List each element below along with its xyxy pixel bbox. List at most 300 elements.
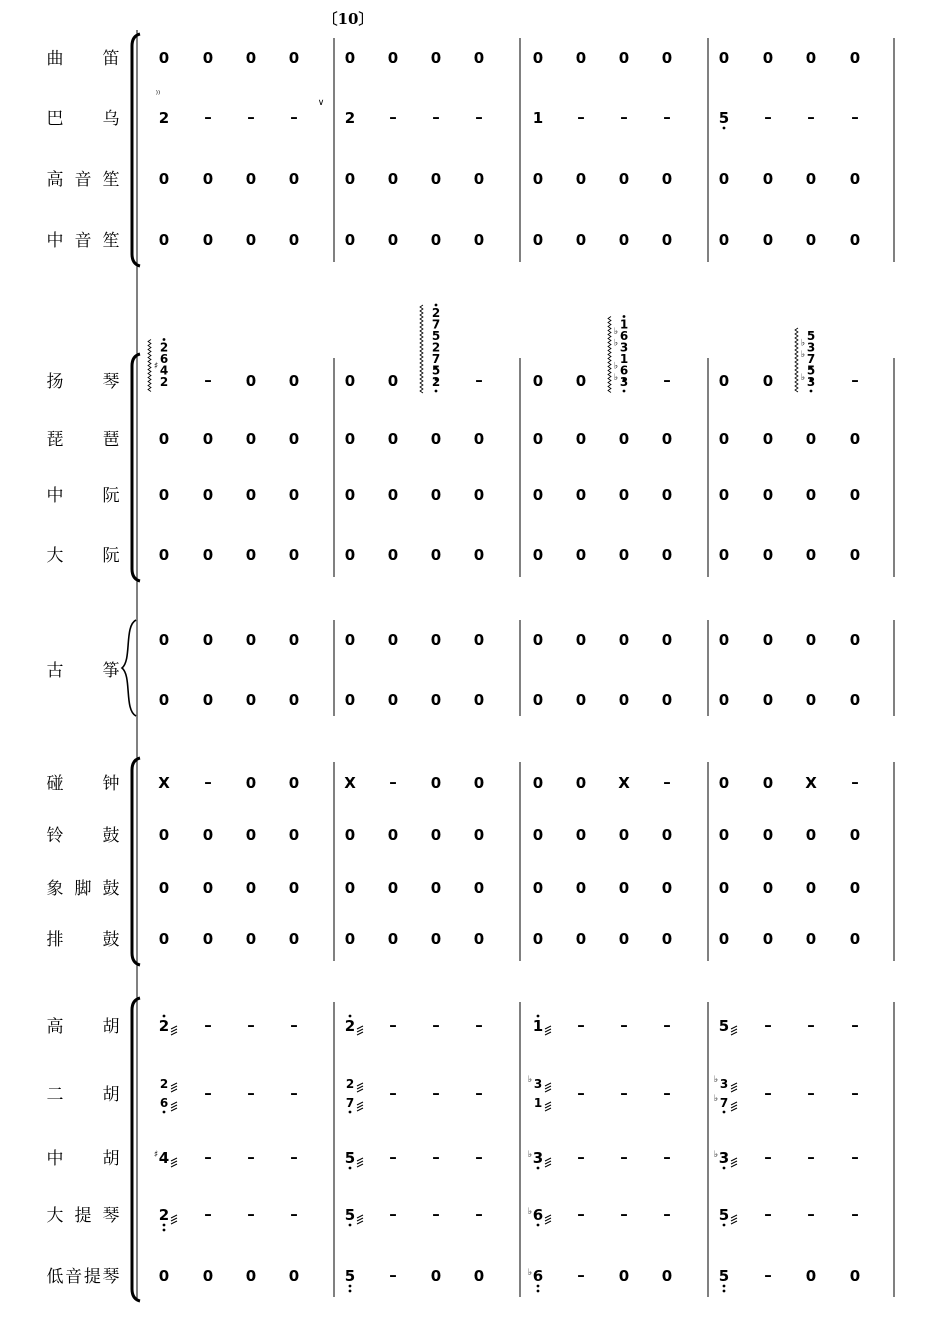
guzheng-brace: [122, 620, 136, 716]
rest-zero: 0: [202, 631, 214, 649]
instrument-label-gaoyin_sheng: 笙: [102, 170, 120, 190]
note-digit: 1: [619, 352, 629, 366]
sustain-dash: –: [577, 1266, 585, 1284]
rest-zero: 0: [805, 49, 817, 67]
octave-dot: [537, 1015, 540, 1018]
rest-zero: 0: [473, 879, 485, 897]
instrument-label-zhongyin_sheng: 音: [74, 231, 92, 251]
note-digit: 1: [532, 1017, 544, 1035]
rest-zero: 0: [575, 930, 587, 948]
rest-zero: 0: [344, 546, 356, 564]
tremolo-mark: [357, 1158, 363, 1161]
tremolo-mark: [731, 1032, 737, 1035]
note-digit: 2: [159, 340, 169, 355]
accidental: ♭: [713, 1150, 719, 1160]
tremolo-mark: [545, 1086, 551, 1089]
note-digit: 5: [344, 1149, 356, 1167]
rest-zero: 0: [661, 1267, 673, 1285]
octave-dot: [723, 1224, 726, 1227]
note-digit: 5: [431, 329, 441, 343]
sustain-dash: –: [247, 108, 255, 126]
rest-zero: 0: [158, 1267, 170, 1285]
rest-zero: 0: [202, 486, 214, 504]
rest-zero: 0: [849, 170, 861, 188]
rest-zero: 0: [618, 486, 630, 504]
tremolo-mark: [731, 1029, 737, 1032]
rest-zero: 0: [849, 826, 861, 844]
rest-zero: 0: [618, 49, 630, 67]
instrument-label-erhu: 胡: [102, 1085, 120, 1105]
instrument-label-bawu: 巴: [46, 109, 64, 129]
accidental: ♭: [527, 1150, 533, 1160]
tremolo-mark: [357, 1089, 363, 1092]
rest-zero: 0: [430, 486, 442, 504]
sustain-dash: –: [389, 1266, 397, 1284]
note-digit: 7: [345, 1096, 355, 1110]
rest-zero: 0: [661, 49, 673, 67]
accidental: ♭: [800, 350, 806, 360]
arpeggio-mark: [608, 317, 611, 393]
sustain-dash: –: [663, 108, 671, 126]
tremolo-mark: [357, 1083, 363, 1086]
note-digit: 2: [345, 1077, 355, 1091]
tremolo-mark: [171, 1089, 177, 1092]
rest-zero: 0: [762, 170, 774, 188]
sustain-dash: –: [432, 1148, 440, 1166]
note-digit: 2: [158, 1017, 170, 1035]
rest-zero: 0: [618, 546, 630, 564]
breath-mark: ∨: [317, 98, 325, 108]
rest-zero: 0: [849, 546, 861, 564]
note-digit: 5: [718, 1206, 730, 1224]
sustain-dash: –: [290, 1148, 298, 1166]
rest-zero: 0: [344, 372, 356, 390]
tremolo-mark: [171, 1158, 177, 1161]
rest-zero: 0: [473, 691, 485, 709]
instrument-label-yangqin: 琴: [102, 372, 120, 392]
sustain-dash: –: [620, 1016, 628, 1034]
group-bracket: [132, 34, 140, 266]
rest-zero: 0: [661, 691, 673, 709]
tremolo-mark: [171, 1102, 177, 1105]
rest-zero: 0: [387, 231, 399, 249]
sustain-dash: –: [851, 1016, 859, 1034]
tremolo-mark: [731, 1026, 737, 1029]
rest-zero: 0: [430, 430, 442, 448]
rest-zero: 0: [202, 826, 214, 844]
accidental: ♭: [713, 1075, 719, 1085]
rest-zero: 0: [575, 372, 587, 390]
tremolo-mark: [357, 1215, 363, 1218]
rest-zero: 0: [288, 774, 300, 792]
instrument-label-zhongruan: 中: [46, 486, 64, 506]
rest-zero: 0: [718, 930, 730, 948]
rest-zero: 0: [473, 486, 485, 504]
rest-zero: 0: [387, 430, 399, 448]
instrument-label-diyin_tiqin: 音: [65, 1267, 83, 1287]
note-digit: 3: [718, 1149, 730, 1167]
rest-zero: 0: [805, 631, 817, 649]
rest-zero: 0: [661, 546, 673, 564]
rest-zero: 0: [532, 170, 544, 188]
octave-dot: [349, 1167, 352, 1170]
rest-zero: 0: [245, 430, 257, 448]
rest-zero: 0: [575, 430, 587, 448]
rest-zero: 0: [473, 930, 485, 948]
instrument-label-erhu: 二: [46, 1085, 64, 1105]
instrument-label-guzheng: 筝: [102, 661, 120, 681]
instrument-label-linggu: 铃: [46, 826, 64, 846]
rest-zero: 0: [718, 231, 730, 249]
sustain-dash: –: [577, 108, 585, 126]
rest-zero: 0: [718, 774, 730, 792]
rest-zero: 0: [805, 879, 817, 897]
accidental: ♯: [153, 361, 159, 372]
rest-zero: 0: [805, 430, 817, 448]
rest-zero: 0: [661, 631, 673, 649]
rest-zero: 0: [762, 430, 774, 448]
note-digit: 1: [619, 317, 629, 332]
accidental: ♭: [713, 1094, 719, 1104]
percussion-hit: X: [805, 774, 817, 792]
sustain-dash: –: [577, 1016, 585, 1034]
note-digit: 2: [158, 1206, 170, 1224]
sustain-dash: –: [247, 1016, 255, 1034]
group-bracket: [132, 354, 140, 581]
note-digit: 6: [159, 352, 169, 366]
tremolo-mark: [545, 1083, 551, 1086]
rest-zero: 0: [158, 486, 170, 504]
rest-zero: 0: [849, 691, 861, 709]
rest-zero: 0: [387, 879, 399, 897]
slur-mark: ⁾⁾: [155, 90, 161, 100]
rest-zero: 0: [245, 231, 257, 249]
note-digit: 5: [431, 363, 441, 378]
note-digit: 2: [431, 375, 441, 389]
tremolo-mark: [545, 1218, 551, 1221]
rest-zero: 0: [718, 486, 730, 504]
rest-zero: 0: [344, 486, 356, 504]
instrument-label-guzheng: 古: [46, 661, 64, 681]
octave-dot: [723, 1111, 726, 1114]
rest-zero: 0: [202, 231, 214, 249]
rest-zero: 0: [805, 930, 817, 948]
sustain-dash: –: [475, 371, 483, 389]
sustain-dash: –: [851, 773, 859, 791]
rest-zero: 0: [344, 631, 356, 649]
accidental: ♭: [613, 327, 619, 337]
octave-dot: [349, 1111, 352, 1114]
note-digit: 6: [159, 1096, 169, 1110]
sustain-dash: –: [807, 1016, 815, 1034]
rest-zero: 0: [245, 170, 257, 188]
tremolo-mark: [545, 1164, 551, 1167]
instrument-label-xiangjiaogu: 脚: [74, 879, 92, 899]
rest-zero: 0: [387, 631, 399, 649]
note-digit: 2: [344, 1017, 356, 1035]
sustain-dash: –: [620, 1084, 628, 1102]
note-digit: 3: [619, 375, 629, 389]
rest-zero: 0: [575, 49, 587, 67]
rest-zero: 0: [473, 170, 485, 188]
instrument-label-linggu: 鼓: [102, 826, 120, 846]
arpeggio-mark: [795, 328, 798, 392]
tremolo-mark: [731, 1102, 737, 1105]
rest-zero: 0: [618, 879, 630, 897]
sustain-dash: –: [247, 1084, 255, 1102]
rest-zero: 0: [158, 930, 170, 948]
tremolo-mark: [357, 1026, 363, 1029]
rest-zero: 0: [575, 879, 587, 897]
rest-zero: 0: [202, 49, 214, 67]
sustain-dash: –: [764, 1266, 772, 1284]
rest-zero: 0: [762, 49, 774, 67]
note-digit: 7: [431, 317, 441, 332]
octave-dot: [163, 1229, 166, 1232]
tremolo-mark: [171, 1086, 177, 1089]
rest-zero: 0: [158, 826, 170, 844]
sustain-dash: –: [475, 1148, 483, 1166]
rest-zero: 0: [288, 826, 300, 844]
rest-zero: 0: [344, 930, 356, 948]
rest-zero: 0: [245, 372, 257, 390]
rest-zero: 0: [532, 430, 544, 448]
note-digit: 7: [431, 352, 441, 366]
sustain-dash: –: [204, 1205, 212, 1223]
rest-zero: 0: [430, 546, 442, 564]
rest-zero: 0: [849, 879, 861, 897]
rest-zero: 0: [805, 546, 817, 564]
sustain-dash: –: [764, 108, 772, 126]
rest-zero: 0: [718, 430, 730, 448]
tremolo-mark: [545, 1158, 551, 1161]
rest-zero: 0: [430, 1267, 442, 1285]
tremolo-mark: [357, 1086, 363, 1089]
accidental: ♭: [527, 1207, 533, 1217]
instrument-label-zhonghu: 胡: [102, 1149, 120, 1169]
rest-zero: 0: [661, 826, 673, 844]
tremolo-mark: [171, 1161, 177, 1164]
rest-zero: 0: [661, 486, 673, 504]
rest-zero: 0: [532, 49, 544, 67]
note-digit: 5: [344, 1267, 356, 1285]
sustain-dash: –: [663, 371, 671, 389]
rest-zero: 0: [430, 691, 442, 709]
tremolo-mark: [545, 1161, 551, 1164]
rest-zero: 0: [532, 372, 544, 390]
instrument-label-zhonghu: 中: [46, 1149, 64, 1169]
rest-zero: 0: [158, 546, 170, 564]
group-bracket: [132, 998, 140, 1301]
instrument-label-datiqin: 大: [46, 1206, 64, 1226]
sustain-dash: –: [663, 1084, 671, 1102]
octave-dot: [623, 315, 626, 318]
note-digit: 3: [619, 340, 629, 355]
rest-zero: 0: [387, 826, 399, 844]
sustain-dash: –: [432, 1205, 440, 1223]
sustain-dash: –: [851, 1148, 859, 1166]
note-digit: 2: [159, 375, 169, 389]
sustain-dash: –: [764, 1205, 772, 1223]
sustain-dash: –: [851, 371, 859, 389]
rest-zero: 0: [661, 930, 673, 948]
rest-zero: 0: [344, 49, 356, 67]
rest-zero: 0: [430, 826, 442, 844]
tremolo-mark: [357, 1105, 363, 1108]
accidental: ♭: [527, 1268, 533, 1278]
sustain-dash: –: [764, 1016, 772, 1034]
rest-zero: 0: [473, 826, 485, 844]
sustain-dash: –: [290, 1205, 298, 1223]
octave-dot: [623, 390, 626, 393]
rest-zero: 0: [618, 930, 630, 948]
tremolo-mark: [171, 1215, 177, 1218]
instrument-label-bawu: 乌: [102, 109, 120, 129]
note-digit: 5: [718, 1017, 730, 1035]
tremolo-mark: [545, 1089, 551, 1092]
rest-zero: 0: [202, 879, 214, 897]
tremolo-mark: [731, 1164, 737, 1167]
rest-zero: 0: [473, 231, 485, 249]
rest-zero: 0: [245, 486, 257, 504]
rest-zero: 0: [288, 631, 300, 649]
rest-zero: 0: [158, 430, 170, 448]
rest-zero: 0: [430, 49, 442, 67]
rest-zero: 0: [387, 546, 399, 564]
octave-dot: [723, 1167, 726, 1170]
note-digit: 2: [158, 109, 170, 127]
instrument-label-daruan: 大: [46, 546, 64, 566]
rest-zero: 0: [288, 430, 300, 448]
rest-zero: 0: [661, 879, 673, 897]
instrument-label-datiqin: 琴: [102, 1206, 120, 1226]
rest-zero: 0: [288, 546, 300, 564]
tremolo-mark: [731, 1161, 737, 1164]
sustain-dash: –: [389, 1016, 397, 1034]
rest-zero: 0: [430, 774, 442, 792]
percussion-hit: X: [618, 774, 630, 792]
instrument-label-xiangjiaogu: 象: [46, 879, 64, 899]
rest-zero: 0: [762, 691, 774, 709]
rest-zero: 0: [387, 486, 399, 504]
tremolo-mark: [171, 1164, 177, 1167]
rest-zero: 0: [344, 879, 356, 897]
instrument-label-paigu: 排: [46, 930, 64, 950]
instrument-label-qudi: 曲: [46, 49, 64, 69]
rest-zero: 0: [532, 546, 544, 564]
rest-zero: 0: [245, 49, 257, 67]
rest-zero: 0: [618, 231, 630, 249]
instrument-label-gaohu: 高: [46, 1017, 64, 1037]
rest-zero: 0: [532, 774, 544, 792]
rest-zero: 0: [473, 430, 485, 448]
accidental: ♭: [613, 373, 619, 383]
octave-dot: [349, 1224, 352, 1227]
rest-zero: 0: [387, 49, 399, 67]
note-digit: 6: [619, 329, 629, 343]
rest-zero: 0: [849, 430, 861, 448]
rest-zero: 0: [245, 691, 257, 709]
note-digit: 2: [159, 1077, 169, 1091]
rest-zero: 0: [430, 930, 442, 948]
rest-zero: 0: [718, 170, 730, 188]
sustain-dash: –: [577, 1084, 585, 1102]
tremolo-mark: [357, 1029, 363, 1032]
rest-zero: 0: [762, 546, 774, 564]
note-digit: 6: [532, 1267, 544, 1285]
tremolo-mark: [171, 1026, 177, 1029]
sustain-dash: –: [764, 1148, 772, 1166]
tremolo-mark: [545, 1102, 551, 1105]
sustain-dash: –: [807, 1205, 815, 1223]
rest-zero: 0: [762, 879, 774, 897]
note-digit: 6: [532, 1206, 544, 1224]
sustain-dash: –: [475, 1084, 483, 1102]
octave-dot: [349, 1015, 352, 1018]
rest-zero: 0: [430, 631, 442, 649]
rest-zero: 0: [532, 231, 544, 249]
sustain-dash: –: [851, 1084, 859, 1102]
tremolo-mark: [357, 1032, 363, 1035]
sustain-dash: –: [620, 1148, 628, 1166]
sustain-dash: –: [620, 108, 628, 126]
rest-zero: 0: [158, 49, 170, 67]
sustain-dash: –: [475, 1205, 483, 1223]
accidental: ♭: [800, 373, 806, 383]
instrument-label-zhongyin_sheng: 笙: [102, 231, 120, 251]
rest-zero: 0: [288, 372, 300, 390]
rest-zero: 0: [344, 430, 356, 448]
instrument-label-zhongyin_sheng: 中: [46, 231, 64, 251]
tremolo-mark: [357, 1164, 363, 1167]
tremolo-mark: [545, 1215, 551, 1218]
rest-zero: 0: [762, 826, 774, 844]
sustain-dash: –: [851, 108, 859, 126]
rest-zero: 0: [805, 231, 817, 249]
rest-zero: 0: [575, 486, 587, 504]
note-digit: 3: [806, 375, 816, 389]
note-digit: 5: [806, 363, 816, 378]
octave-dot: [537, 1224, 540, 1227]
arpeggio-mark: [148, 340, 151, 392]
tremolo-mark: [171, 1105, 177, 1108]
note-digit: 3: [719, 1077, 729, 1091]
octave-dot: [349, 1290, 352, 1293]
tremolo-mark: [357, 1221, 363, 1224]
instrument-label-gaoyin_sheng: 高: [46, 170, 64, 190]
rest-zero: 0: [202, 1267, 214, 1285]
tremolo-mark: [731, 1221, 737, 1224]
sustain-dash: –: [204, 1016, 212, 1034]
accidental: ♭: [613, 338, 619, 349]
octave-dot: [435, 304, 438, 307]
rest-zero: 0: [661, 170, 673, 188]
sustain-dash: –: [247, 1205, 255, 1223]
octave-dot: [537, 1285, 540, 1288]
note-digit: 5: [718, 109, 730, 127]
rest-zero: 0: [575, 826, 587, 844]
note-digit: 4: [158, 1149, 170, 1167]
tremolo-mark: [357, 1102, 363, 1105]
octave-dot: [810, 390, 813, 393]
octave-dot: [723, 1285, 726, 1288]
octave-dot: [723, 127, 726, 130]
rest-zero: 0: [575, 774, 587, 792]
sustain-dash: –: [204, 773, 212, 791]
rest-zero: 0: [473, 1267, 485, 1285]
instrument-label-diyin_tiqin: 琴: [102, 1267, 120, 1287]
tremolo-mark: [171, 1221, 177, 1224]
